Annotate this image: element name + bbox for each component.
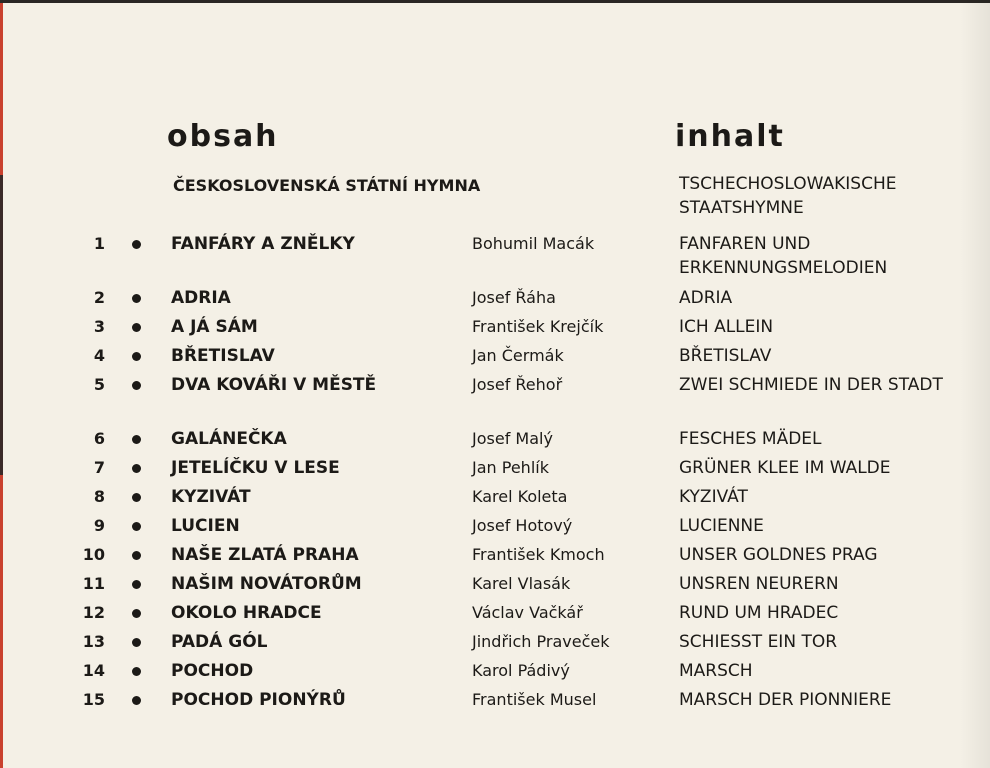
track-row (0, 630, 990, 654)
track-title-german: MARSCH DER PIONNIERE (679, 690, 892, 710)
track-number: 4 (93, 346, 105, 365)
track-row (0, 344, 990, 368)
bullet-icon (132, 638, 141, 647)
track-row (0, 315, 990, 339)
track-title: JETELÍČKU V LESE (171, 458, 340, 478)
track-composer: Jan Čermák (472, 346, 564, 365)
track-title-german: FESCHES MÄDEL (679, 429, 822, 449)
track-title-german: GRÜNER KLEE IM WALDE (679, 458, 891, 478)
track-row (0, 601, 990, 625)
track-title: NAŠIM NOVÁTORŮM (171, 574, 362, 594)
track-title: FANFÁRY A ZNĚLKY (171, 234, 355, 254)
track-composer: Karol Pádivý (472, 661, 570, 680)
track-number: 9 (93, 516, 105, 535)
track-title: POCHOD PIONÝRŮ (171, 690, 346, 710)
track-number: 6 (93, 429, 105, 448)
track-title: GALÁNEČKA (171, 429, 287, 449)
track-composer: František Musel (472, 690, 597, 709)
track-number: 12 (82, 603, 105, 622)
bullet-icon (132, 609, 141, 618)
track-title-german: MARSCH (679, 661, 753, 681)
track-number: 5 (93, 375, 105, 394)
track-composer: Jindřich Praveček (472, 632, 610, 651)
bullet-icon (132, 435, 141, 444)
track-row (0, 572, 990, 596)
track-row (0, 232, 990, 278)
bullet-icon (132, 464, 141, 473)
track-row (0, 659, 990, 683)
bullet-icon (132, 381, 141, 390)
track-composer: Bohumil Macák (472, 234, 595, 253)
track-row (0, 427, 990, 451)
anthem-title-czech: ČESKOSLOVENSKÁ STÁTNÍ HYMNA (173, 176, 481, 195)
track-number: 10 (82, 545, 105, 564)
track-composer: Josef Hotový (472, 516, 573, 535)
track-title-german: BŘETISLAV (679, 346, 772, 366)
heading-czech: obsah (167, 119, 279, 154)
track-number: 7 (93, 458, 105, 477)
track-title-german: ICH ALLEIN (679, 317, 774, 337)
track-title: KYZIVÁT (171, 487, 251, 507)
bullet-icon (132, 580, 141, 589)
track-number: 14 (82, 661, 105, 680)
track-title-german: UNSREN NEURERN (679, 574, 839, 594)
track-title-german: KYZIVÁT (679, 487, 748, 507)
track-row (0, 688, 990, 712)
track-number: 8 (93, 487, 105, 506)
track-row (0, 456, 990, 480)
track-number: 15 (82, 690, 105, 709)
track-title: LUCIEN (171, 516, 240, 536)
anthem-title-german: TSCHECHOSLOWAKISCHE STAATSHYMNE (679, 174, 897, 218)
track-composer: Josef Řehoř (472, 375, 563, 394)
bullet-icon (132, 352, 141, 361)
track-number: 11 (82, 574, 105, 593)
track-title: A JÁ SÁM (171, 317, 258, 337)
bullet-icon (132, 323, 141, 332)
track-title-german: UNSER GOLDNES PRAG (679, 545, 878, 565)
track-number: 3 (93, 317, 105, 336)
track-composer: Josef Řáha (472, 288, 556, 307)
track-composer: Jan Pehlík (472, 458, 549, 477)
track-composer: Josef Malý (472, 429, 553, 448)
track-row (0, 514, 990, 538)
track-composer: Václav Vačkář (472, 603, 583, 622)
track-composer: František Kmoch (472, 545, 605, 564)
track-title: ADRIA (171, 288, 231, 308)
track-title: OKOLO HRADCE (171, 603, 322, 623)
bullet-icon (132, 493, 141, 502)
bullet-icon (132, 240, 141, 249)
page-edge-top (0, 0, 990, 3)
track-title-german: SCHIESST EIN TOR (679, 632, 838, 652)
bullet-icon (132, 551, 141, 560)
track-row (0, 286, 990, 310)
track-number: 13 (82, 632, 105, 651)
bullet-icon (132, 696, 141, 705)
track-composer: František Krejčík (472, 317, 604, 336)
track-title: NAŠE ZLATÁ PRAHA (171, 545, 359, 565)
track-title-german: RUND UM HRADEC (679, 603, 839, 623)
heading-german: inhalt (675, 119, 785, 154)
track-title: POCHOD (171, 661, 254, 681)
track-number: 1 (93, 234, 105, 253)
track-title-german: FANFAREN UND ERKENNUNGSMELODIEN (679, 234, 888, 278)
track-composer: Karel Koleta (472, 487, 568, 506)
track-title-german: ADRIA (679, 288, 733, 308)
track-title: DVA KOVÁŘI V MĚSTĚ (171, 375, 377, 395)
bullet-icon (132, 294, 141, 303)
bullet-icon (132, 522, 141, 531)
track-composer: Karel Vlasák (472, 574, 571, 593)
bullet-icon (132, 667, 141, 676)
track-number: 2 (93, 288, 105, 307)
track-title-german: ZWEI SCHMIEDE IN DER STADT (679, 375, 943, 395)
track-title-german: LUCIENNE (679, 516, 764, 536)
track-row (0, 543, 990, 567)
track-row (0, 373, 990, 397)
track-row (0, 485, 990, 509)
track-title: BŘETISLAV (171, 346, 275, 366)
track-title: PADÁ GÓL (171, 632, 268, 652)
